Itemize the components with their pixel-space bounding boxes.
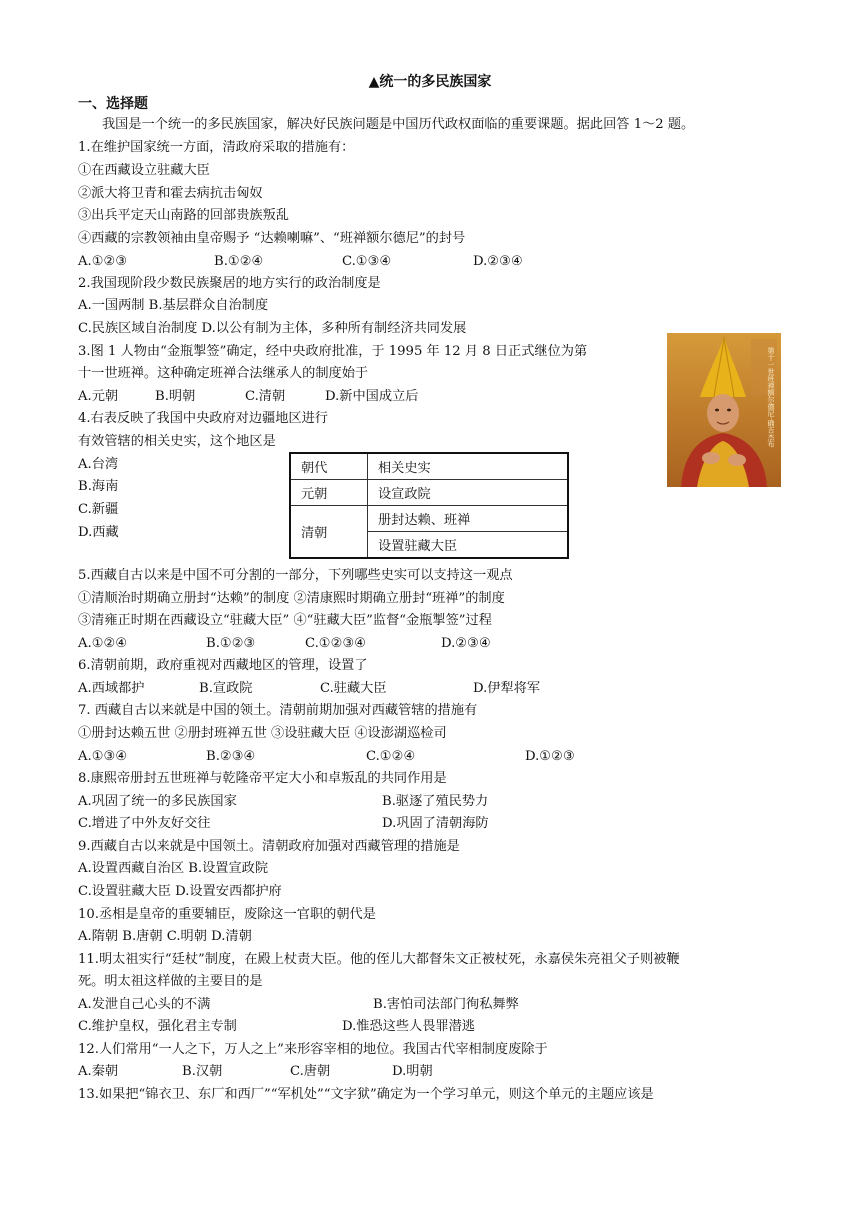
question-5: 5.西藏自古以来是中国不可分割的一部分，下列哪些史实可以支持这一观点 bbox=[78, 568, 513, 583]
q10-options: A.隋朝 B.唐朝 C.明朝 D.清朝 bbox=[78, 929, 252, 944]
q4-option-d: D.西藏 bbox=[78, 525, 119, 540]
q1-statement-3: ③出兵平定天山南路的回部贵族叛乱 bbox=[78, 208, 289, 223]
q11-option-a: A.发泄自己心头的不满 bbox=[78, 997, 211, 1012]
q6-option-a: A.西域都护 bbox=[78, 681, 145, 696]
q1-option-c: C.①③④ bbox=[342, 254, 392, 269]
q8-option-b: B.驱逐了殖民势力 bbox=[382, 794, 489, 809]
q1-option-a: A.①②③ bbox=[78, 254, 128, 269]
question-7: 7. 西藏自古以来就是中国的领土。清朝前期加强对西藏管辖的措施有 bbox=[78, 703, 478, 718]
q8-option-d: D.巩固了清朝海防 bbox=[382, 816, 489, 831]
q6-option-d: D.伊犁将军 bbox=[473, 681, 541, 696]
section-heading: 一、选择题 bbox=[78, 96, 148, 112]
q5-option-a: A.①②④ bbox=[78, 636, 128, 651]
q12-option-d: D.明朝 bbox=[392, 1064, 433, 1079]
q12-option-a: A.秦朝 bbox=[78, 1064, 119, 1079]
q7-option-a: A.①③④ bbox=[78, 749, 128, 764]
table-cell-era: 元朝 bbox=[290, 480, 368, 506]
table-header-fact: 相关史实 bbox=[368, 453, 569, 480]
panchen-lama-photo bbox=[667, 333, 781, 487]
q5-statements-12: ①清顺治时期确立册封“达赖”的制度 ②清康熙时期确立册封“班禅”的制度 bbox=[78, 591, 505, 606]
q12-option-c: C.唐朝 bbox=[290, 1064, 331, 1079]
photo-caption: 第十一世班禅额尔德尼·确吉杰布 bbox=[767, 347, 775, 448]
q5-option-b: B.①②③ bbox=[206, 636, 256, 651]
q12-option-b: B.汉朝 bbox=[182, 1064, 223, 1079]
intro-text: 我国是一个统一的多民族国家，解决好民族问题是中国历代政权面临的重要课题。据此回答 1～2 题。 bbox=[102, 117, 695, 132]
q3-option-b: B.明朝 bbox=[155, 389, 196, 404]
table-cell-fact: 册封达赖、班禅 bbox=[368, 506, 569, 532]
question-12: 12.人们常用“一人之下，万人之上”来形容宰相的地位。我国古代宰相制度废除于 bbox=[78, 1042, 548, 1057]
q7-option-c: C.①②④ bbox=[366, 749, 416, 764]
table-row bbox=[290, 453, 568, 480]
q1-option-b: B.①②④ bbox=[214, 254, 264, 269]
q1-option-d: D.②③④ bbox=[473, 254, 523, 269]
question-1: 1.在维护国家统一方面，清政府采取的措施有： bbox=[78, 140, 355, 155]
question-4: 4.右表反映了我国中央政府对边疆地区进行 bbox=[78, 411, 328, 426]
question-13: 13.如果把“锦衣卫、东厂和西厂”“军机处”“文字狱”确定为一个学习单元，则这个单元的主题应该是 bbox=[78, 1087, 654, 1102]
q2-options-ab: A.一国两制 B.基层群众自治制度 bbox=[78, 298, 269, 313]
portrait-image bbox=[667, 333, 781, 487]
question-6: 6.清朝前期，政府重视对西藏地区的管理，设置了 bbox=[78, 658, 368, 673]
question-4-cont: 有效管辖的相关史实，这个地区是 bbox=[78, 434, 276, 449]
question-10: 10.丞相是皇帝的重要辅臣，废除这一官职的朝代是 bbox=[78, 907, 376, 922]
page-title: ▲统一的多民族国家 bbox=[368, 74, 492, 90]
q1-statement-2: ②派大将卫青和霍去病抗击匈奴 bbox=[78, 186, 263, 201]
q11-option-d: D.惟恐这些人畏罪潜逃 bbox=[342, 1019, 475, 1034]
q3-option-a: A.元朝 bbox=[78, 389, 119, 404]
question-9: 9.西藏自古以来就是中国领土。清朝政府加强对西藏管理的措施是 bbox=[78, 839, 460, 854]
table-row bbox=[290, 480, 568, 506]
q6-option-b: B.宣政院 bbox=[199, 681, 253, 696]
question-11-cont: 死。明太祖这样做的主要目的是 bbox=[78, 974, 263, 989]
table-cell-fact: 设置驻藏大臣 bbox=[368, 532, 569, 559]
q3-option-d: D.新中国成立后 bbox=[325, 389, 419, 404]
table-row bbox=[290, 506, 568, 532]
question-8: 8.康熙帝册封五世班禅与乾隆帝平定大小和卓叛乱的共同作用是 bbox=[78, 771, 447, 786]
q7-statements: ①册封达赖五世 ②册封班禅五世 ③设驻藏大臣 ④设澎湖巡检司 bbox=[78, 726, 447, 741]
table-cell-fact: 设宣政院 bbox=[368, 480, 569, 506]
q8-option-a: A.巩固了统一的多民族国家 bbox=[78, 794, 237, 809]
q8-option-c: C.增进了中外友好交往 bbox=[78, 816, 211, 831]
table-header-era: 朝代 bbox=[290, 453, 368, 480]
q7-option-d: D.①②③ bbox=[525, 749, 575, 764]
q1-statement-1: ①在西藏设立驻藏大臣 bbox=[78, 163, 210, 178]
history-table bbox=[289, 452, 569, 559]
q1-statement-4: ④西藏的宗教领袖由皇帝赐予 “达赖喇嘛”、“班禅额尔德尼”的封号 bbox=[78, 231, 466, 246]
question-2: 2.我国现阶段少数民族聚居的地方实行的政治制度是 bbox=[78, 276, 381, 291]
q5-option-c: C.①②③④ bbox=[305, 636, 367, 651]
q5-option-d: D.②③④ bbox=[441, 636, 491, 651]
q3-option-c: C.清朝 bbox=[245, 389, 286, 404]
question-3-cont: 十一世班禅。这种确定班禅合法继承人的制度始于 bbox=[78, 366, 369, 381]
q11-option-c: C.维护皇权，强化君主专制 bbox=[78, 1019, 237, 1034]
q4-option-a: A.台湾 bbox=[78, 457, 119, 472]
q4-option-c: C.新疆 bbox=[78, 502, 119, 517]
q5-statements-34: ③清雍正时期在西藏设立“驻藏大臣” ④“驻藏大臣”监督“金瓶掣签”过程 bbox=[78, 613, 492, 628]
table-cell-era: 清朝 bbox=[290, 506, 368, 559]
q9-options-ab: A.设置西藏自治区 B.设置宣政院 bbox=[78, 861, 269, 876]
q2-options-cd: C.民族区域自治制度 D.以公有制为主体，多种所有制经济共同发展 bbox=[78, 321, 467, 336]
q4-option-b: B.海南 bbox=[78, 479, 119, 494]
question-11: 11.明太祖实行“廷杖”制度，在殿上杖责大臣。他的侄儿大都督朱文正被杖死，永嘉侯朱亮祖父子则被鞭 bbox=[78, 952, 680, 967]
q9-options-cd: C.设置驻藏大臣 D.设置安西都护府 bbox=[78, 884, 282, 899]
q6-option-c: C.驻藏大臣 bbox=[320, 681, 387, 696]
q7-option-b: B.②③④ bbox=[206, 749, 256, 764]
q11-option-b: B.害怕司法部门徇私舞弊 bbox=[373, 997, 519, 1012]
question-3: 3.图 1 人物由“金瓶掣签”确定，经中央政府批准，于 1995 年 12 月 8 日正式继位为第 bbox=[78, 344, 588, 359]
